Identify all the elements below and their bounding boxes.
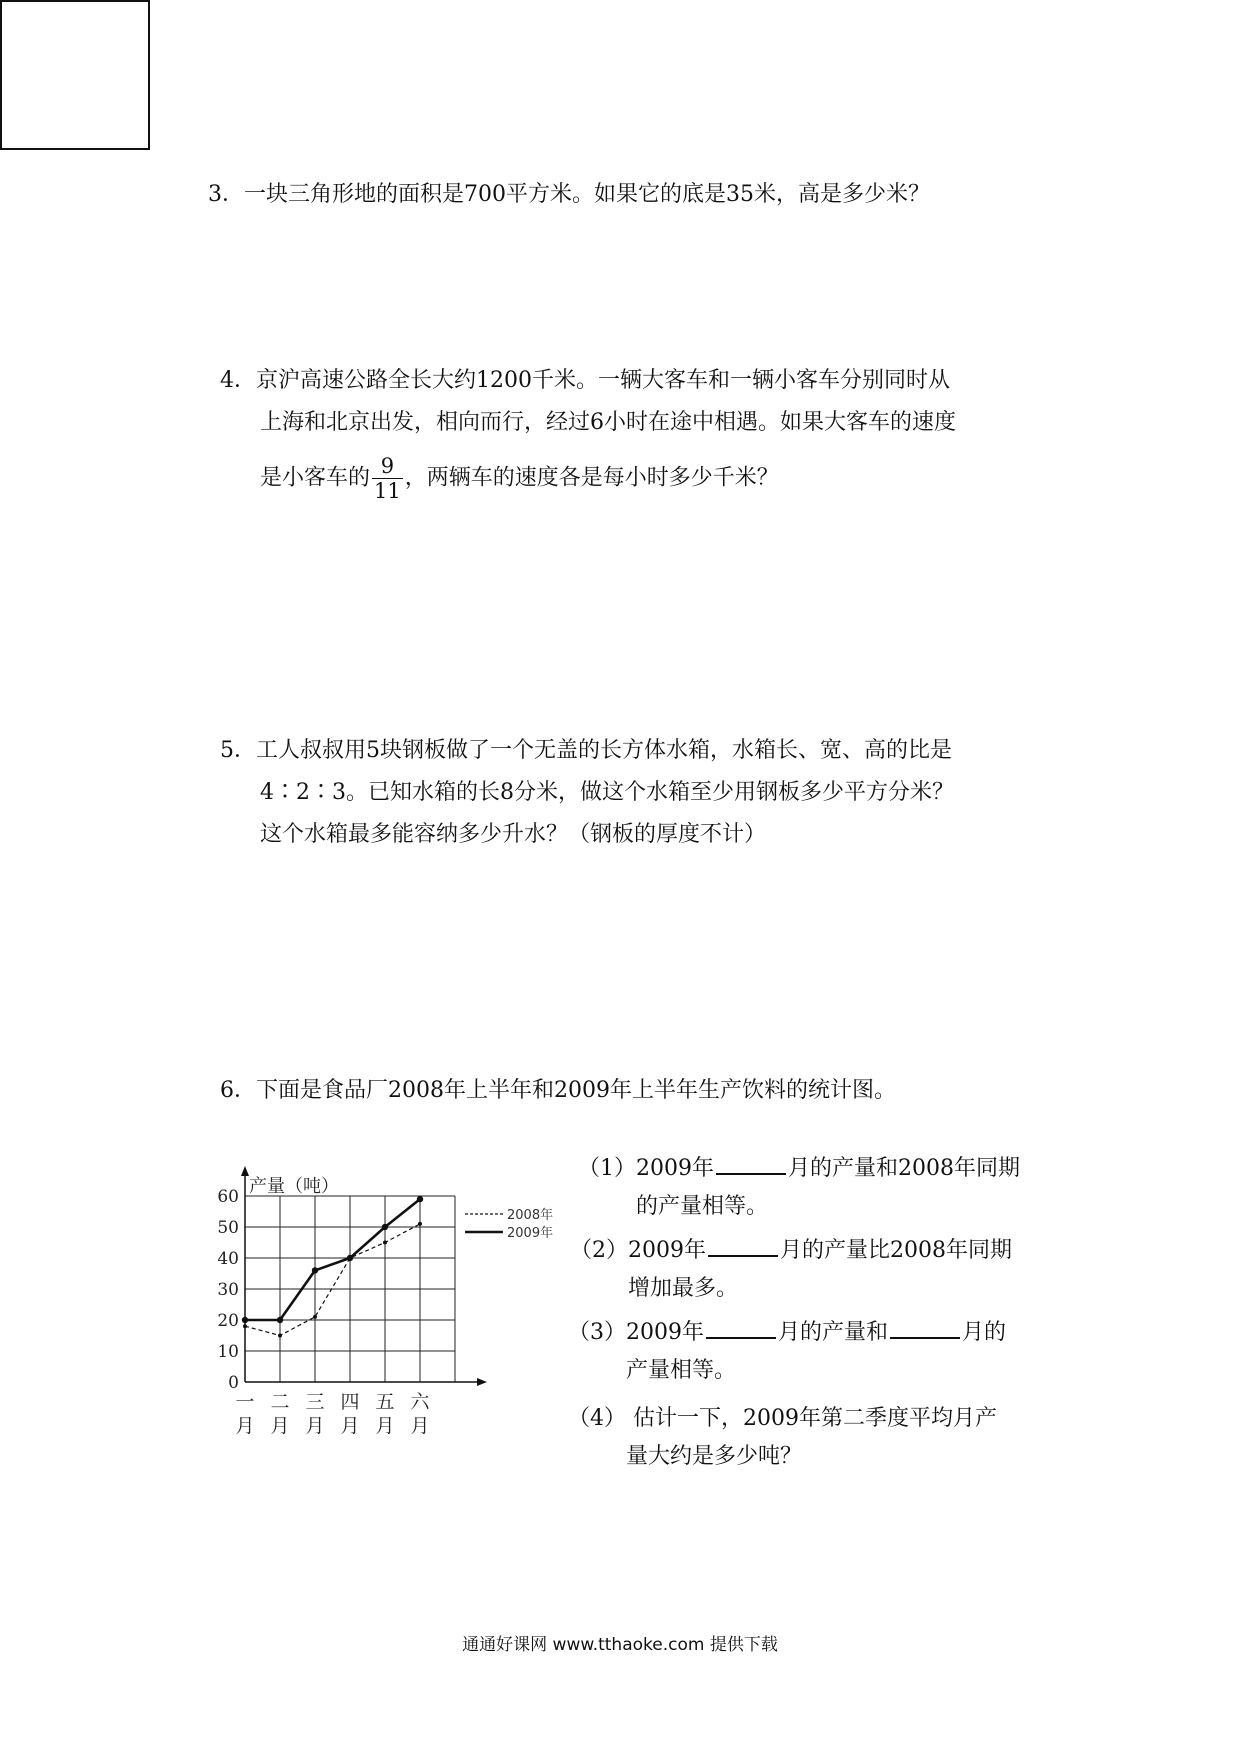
x-tick-label: 三 (305, 1391, 325, 1413)
y-tick-label: 30 (217, 1280, 239, 1300)
x-tick-label: 五 (375, 1391, 395, 1413)
sub-question-1 (578, 1150, 1020, 1226)
x-tick-label-month: 月 (410, 1415, 430, 1437)
sub-question-4-part-b: 量大约是多少吨？ (626, 1444, 803, 1469)
y-tick-label: 0 (228, 1373, 239, 1393)
x-tick-label: 四 (340, 1391, 360, 1413)
sub-question-3-part-a: （3）2009年 (568, 1320, 704, 1345)
series-point-0 (313, 1315, 317, 1319)
question-4-line-3-pre: 是小客车的 (260, 465, 371, 491)
x-tick-label-month: 月 (340, 1415, 360, 1437)
series-point-1 (382, 1224, 388, 1230)
question-5-line-2: 4∶2∶3。已知水箱的长8分米，做这个水箱至少用钢板多少平方分米？ (260, 780, 954, 805)
series-point-0 (278, 1334, 282, 1338)
series-point-0 (383, 1241, 387, 1245)
answer-blank-2[interactable] (708, 1235, 778, 1257)
series-point-1 (312, 1267, 318, 1273)
sub-question-3-part-d: 产量相等。 (626, 1358, 737, 1383)
question-3-text: 3．一块三角形地的面积是700平方米。如果它的底是35米，高是多少米？ (208, 182, 930, 207)
x-tick-label-month: 月 (235, 1415, 255, 1437)
x-tick-label: 二 (270, 1391, 290, 1413)
answer-blank-1[interactable] (716, 1153, 786, 1175)
legend-label-1: 2009年 (507, 1226, 554, 1241)
series-point-0 (418, 1222, 422, 1226)
sub-question-3-part-c: 月的 (962, 1320, 1007, 1345)
fraction-numerator: 9 (372, 454, 403, 479)
x-tick-label: 六 (410, 1391, 430, 1413)
chart-axes (241, 1166, 487, 1386)
question-5-line-3: 这个水箱最多能容纳多少升水？（钢板的厚度不计） (260, 822, 767, 847)
sub-question-1-part-a: （1）2009年 (578, 1156, 714, 1181)
fraction-denominator: 11 (374, 479, 401, 503)
sub-question-4 (568, 1400, 997, 1476)
x-tick-label-month: 月 (375, 1415, 395, 1437)
legend-label-0: 2008年 (507, 1208, 554, 1223)
y-axis-arrow (241, 1166, 249, 1176)
score-box (0, 0, 150, 150)
y-tick-label: 60 (217, 1187, 239, 1207)
question-4-line-3-post: ，两辆车的速度各是每小时多少千米？ (404, 465, 779, 491)
question-4 (220, 360, 956, 503)
question-4-line-1: 4．京沪高速公路全长大约1200千米。一辆大客车和一辆小客车分别同时从 (220, 368, 950, 393)
y-tick-label: 40 (217, 1249, 239, 1269)
x-tick-label: 一 (235, 1391, 255, 1413)
sub-question-1-part-c: 的产量相等。 (636, 1194, 769, 1219)
sub-question-4-part-a: （4） 估计一下，2009年第二季度平均月产 (568, 1406, 997, 1431)
question-5 (220, 730, 954, 856)
question-4-line-2: 上海和北京出发，相向而行，经过6小时在途中相遇。如果大客车的速度 (260, 410, 956, 435)
answer-blank-3[interactable] (706, 1317, 776, 1339)
sub-question-3-part-b: 月的产量和 (778, 1320, 889, 1345)
production-line-chart (200, 1130, 570, 1450)
x-axis-arrow (477, 1378, 487, 1386)
chart-grid (245, 1196, 455, 1382)
sub-question-2 (570, 1232, 1012, 1308)
question-4-line-3 (220, 454, 956, 503)
page-footer: 通通好课网 www.tthaoke.com 提供下载 (462, 1635, 778, 1655)
series-point-1 (347, 1255, 353, 1261)
chart-legend (465, 1207, 553, 1241)
x-tick-label-month: 月 (305, 1415, 325, 1437)
y-axis-label: 产量（吨） (249, 1176, 339, 1197)
series-line-1 (245, 1199, 420, 1320)
fraction-9-11 (372, 454, 403, 503)
series-point-1 (242, 1317, 248, 1323)
y-tick-label: 10 (217, 1342, 239, 1362)
sub-question-2-part-a: （2）2009年 (570, 1238, 706, 1263)
series-point-1 (417, 1196, 423, 1202)
series-point-1 (277, 1317, 283, 1323)
question-3 (208, 174, 930, 216)
series-point-0 (243, 1324, 247, 1328)
sub-question-2-part-c: 增加最多。 (628, 1276, 739, 1301)
y-tick-label: 20 (217, 1311, 239, 1331)
question-6-intro: 6．下面是食品厂2008年上半年和2009年上半年生产饮料的统计图。 (220, 1078, 896, 1103)
sub-question-2-part-b: 月的产量比2008年同期 (780, 1238, 1012, 1263)
sub-question-3 (568, 1314, 1006, 1390)
answer-blank-4[interactable] (890, 1317, 960, 1339)
x-tick-label-month: 月 (270, 1415, 290, 1437)
chart-series (242, 1196, 423, 1338)
question-5-line-1: 5．工人叔叔用5块钢板做了一个无盖的长方体水箱，水箱长、宽、高的比是 (220, 738, 952, 763)
sub-question-1-part-b: 月的产量和2008年同期 (788, 1156, 1020, 1181)
y-tick-label: 50 (217, 1218, 239, 1238)
question-6 (220, 1070, 896, 1112)
